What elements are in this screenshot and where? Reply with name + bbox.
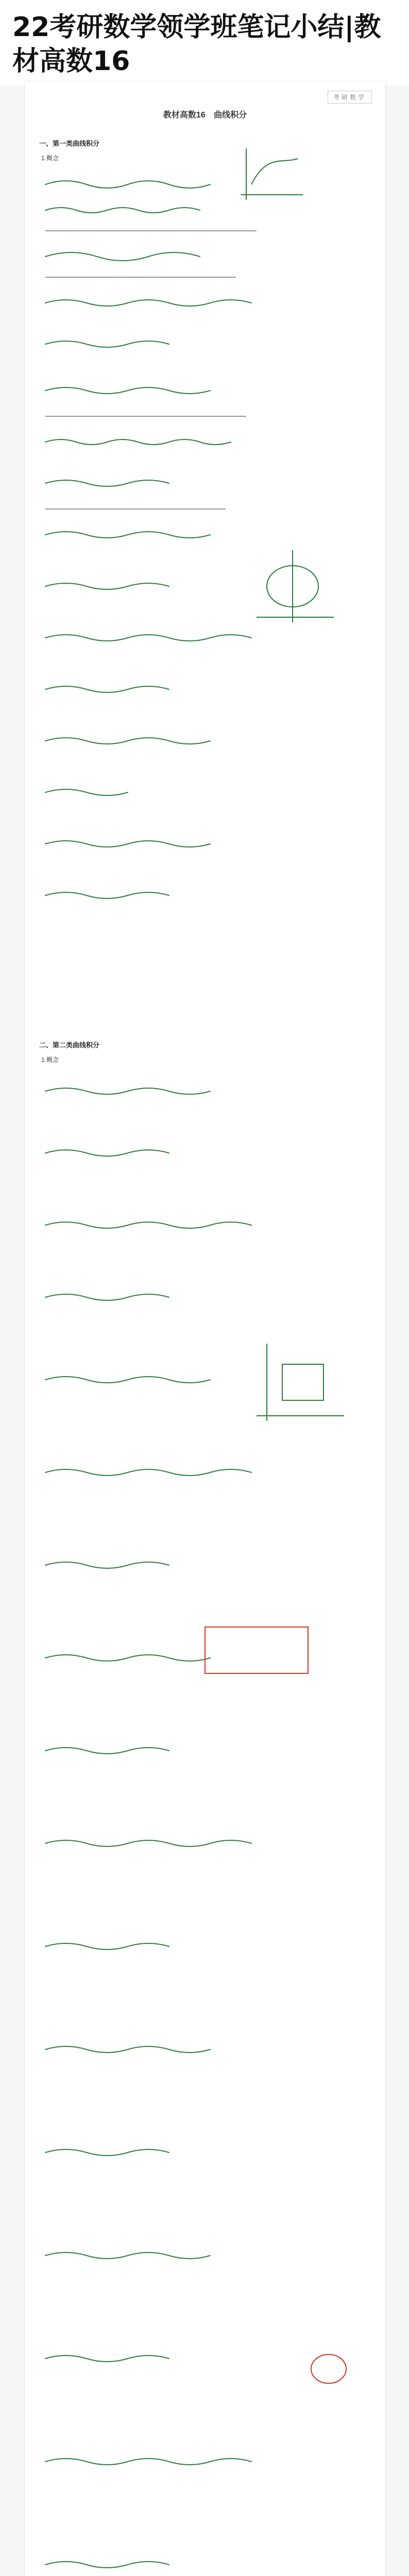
note-sheet (25, 81, 385, 2576)
stamp: 考研数学 (328, 91, 372, 104)
section-heading-1: 一、第一类曲线积分 (39, 140, 100, 147)
doc-heading-left: 教材高数16 (163, 111, 206, 120)
handwriting-block-2 (40, 1071, 370, 2576)
page-title: 22考研数学领学班笔记小结|教材高数16 (0, 0, 409, 86)
subsection-1-concept: 1.概念 (41, 155, 59, 162)
subsection-2-concept: 1.概念 (41, 1056, 59, 1063)
curve-sketch-2 (251, 545, 339, 628)
region-sketch-3 (251, 1338, 349, 1426)
section-heading-2: 二、第二类曲线积分 (39, 1041, 100, 1049)
doc-heading (25, 108, 385, 120)
doc-heading-right: 曲线积分 (214, 111, 247, 120)
